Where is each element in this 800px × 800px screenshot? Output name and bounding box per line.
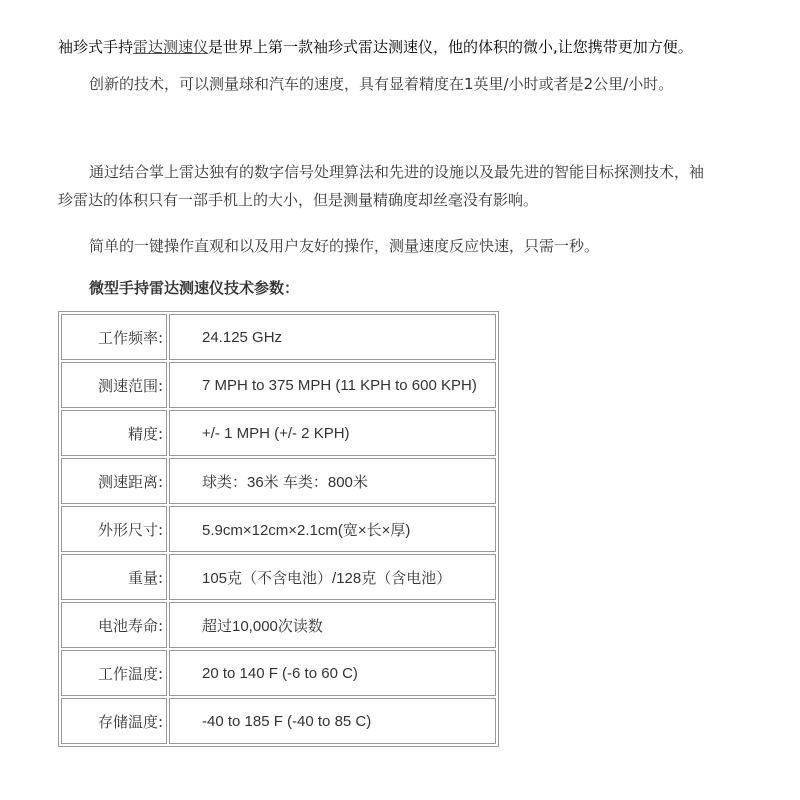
spec-label: 工作频率: <box>61 314 167 360</box>
dsp-paragraph-line-1: 通过结合掌上雷达独有的数字信号处理算法和先进的设施以及最先进的智能目标探测技术，袖 <box>89 163 705 181</box>
intro-rest: 是世界上第一款袖珍式雷达测速仪，他的体积的微小,让您携带更加方便。 <box>208 38 693 56</box>
operation-paragraph: 简单的一键操作直观和以及用户友好的操作，测量速度反应快速，只需一秒。 <box>89 237 600 255</box>
table-row <box>61 602 496 648</box>
spec-label: 电池寿命: <box>61 602 167 648</box>
spec-label: 工作温度: <box>61 650 167 696</box>
spec-value: 超过10,000次读数 <box>169 602 496 648</box>
spec-label: 外形尺寸: <box>61 506 167 552</box>
spec-value: 5.9cm×12cm×2.1cm(宽×长×厚) <box>169 506 496 552</box>
table-row <box>61 506 496 552</box>
spec-heading: 微型手持雷达测速仪技术参数： <box>89 279 300 297</box>
table-row <box>61 314 496 360</box>
dsp-paragraph-line-2: 珍雷达的体积只有一部手机上的大小，但是测量精确度却丝毫没有影响。 <box>58 191 539 209</box>
spec-value: 球类：36米 车类：800米 <box>169 458 496 504</box>
table-row <box>61 362 496 408</box>
table-row <box>61 650 496 696</box>
spec-value: 24.125 GHz <box>169 314 496 360</box>
spec-label: 存储温度: <box>61 698 167 744</box>
spec-value: 105克（不含电池）/128克（含电池） <box>169 554 496 600</box>
table-row <box>61 458 496 504</box>
spec-label: 精度: <box>61 410 167 456</box>
spec-value: 20 to 140 F (-6 to 60 C) <box>169 650 496 696</box>
spec-value: +/- 1 MPH (+/- 2 KPH) <box>169 410 496 456</box>
table-row <box>61 554 496 600</box>
spec-label: 重量: <box>61 554 167 600</box>
technology-paragraph: 创新的技术，可以测量球和汽车的速度，具有显着精度在1英里/小时或者是2公里/小时。 <box>89 75 674 93</box>
spec-label: 测速范围: <box>61 362 167 408</box>
radar-speed-gun-link[interactable]: 雷达测速仪 <box>133 38 209 56</box>
intro-lead: 袖珍式手持 <box>58 38 134 56</box>
intro-paragraph <box>58 33 693 61</box>
spec-label: 测速距离: <box>61 458 167 504</box>
spec-table <box>58 311 499 747</box>
table-row <box>61 698 496 744</box>
spec-value: -40 to 185 F (-40 to 85 C) <box>169 698 496 744</box>
dsp-paragraph <box>58 158 758 214</box>
table-row <box>61 410 496 456</box>
spec-value: 7 MPH to 375 MPH (11 KPH to 600 KPH) <box>169 362 496 408</box>
